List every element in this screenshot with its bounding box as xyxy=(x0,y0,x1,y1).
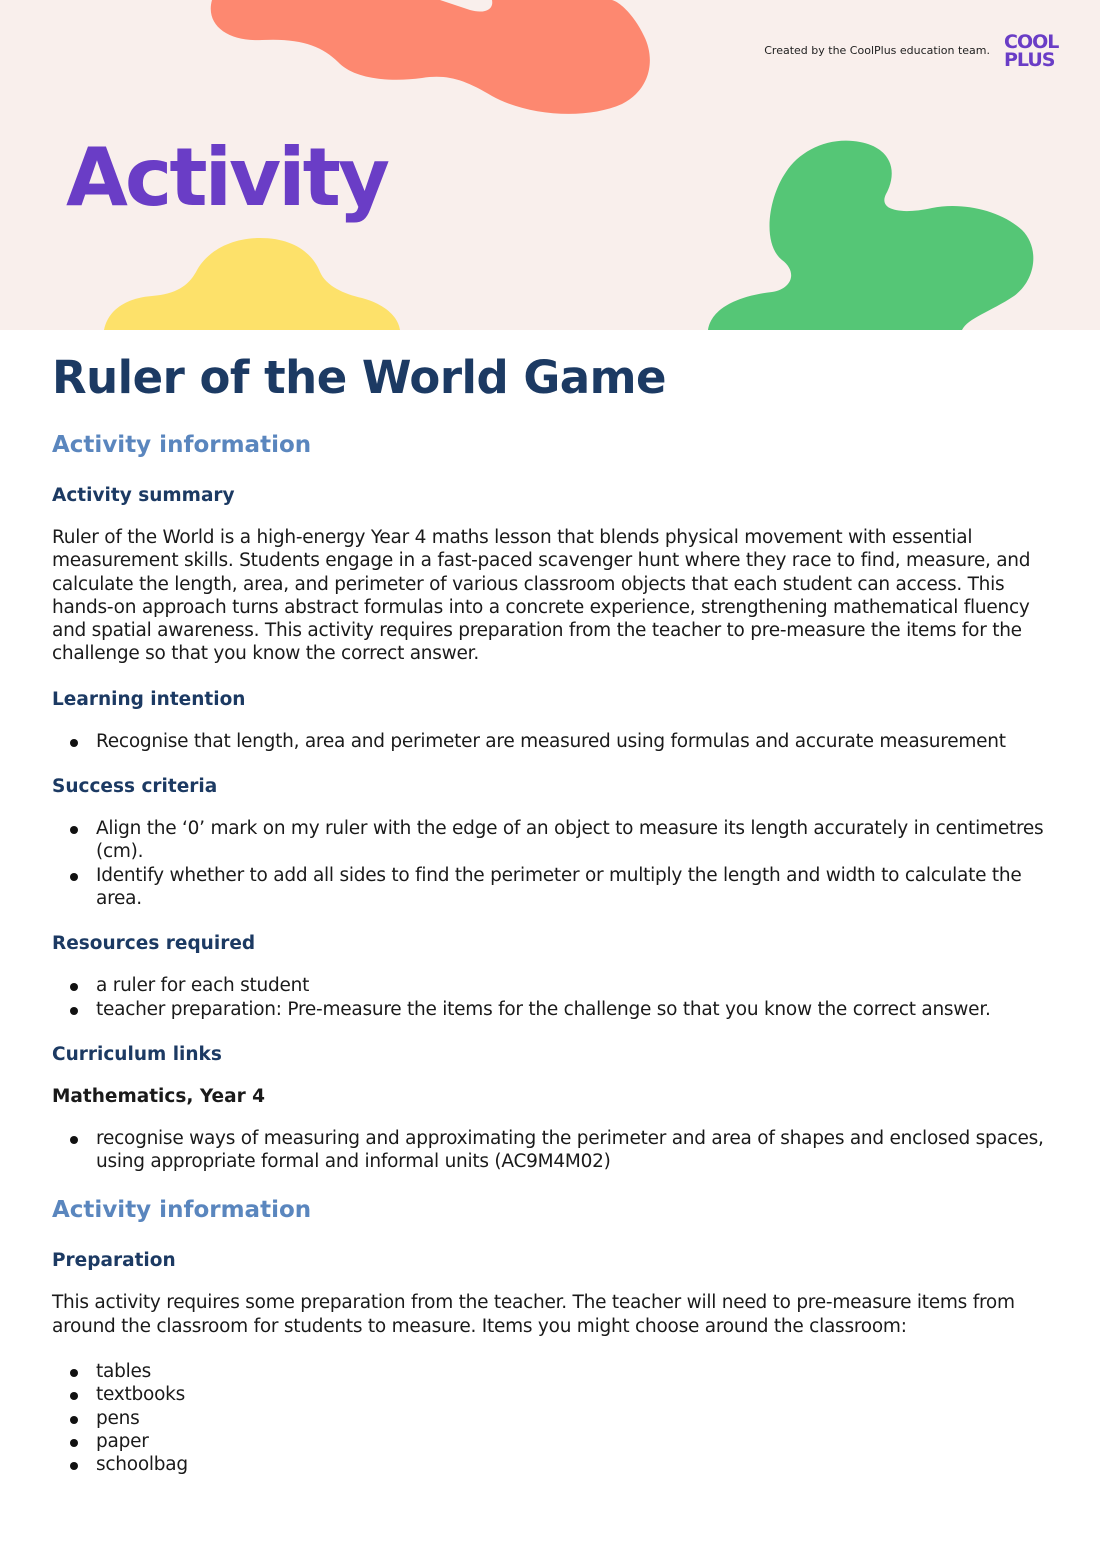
preparation-text: This activity requires some preparation from the teacher. The teacher will need to pre-measure items from around the classroom for students to measure. Items you might choose around the classroom: xyxy=(52,1292,1015,1337)
list-item: teacher preparation: Pre-measure the items for the challenge so that you know the correct answer. xyxy=(52,998,1052,1021)
subheading-learning-intention: Learning intention xyxy=(52,688,246,710)
list-item: tables xyxy=(52,1360,1052,1383)
curriculum-subject: Mathematics, Year 4 xyxy=(52,1085,266,1107)
credit-text: Created by the CoolPlus education team. xyxy=(764,44,990,57)
list-item: schoolbag xyxy=(52,1453,1052,1476)
logo-line-1: COOL xyxy=(1004,31,1059,53)
header-banner xyxy=(0,0,1100,330)
list-item: a ruler for each student xyxy=(52,974,1052,997)
curriculum-list xyxy=(52,1127,1052,1174)
list-item: Identify whether to add all sides to find the perimeter or multiply the length and width to calculate the area. xyxy=(52,864,1052,911)
list-item: textbooks xyxy=(52,1383,1052,1406)
subheading-success-criteria: Success criteria xyxy=(52,776,218,798)
list-item: paper xyxy=(52,1430,1052,1453)
learning-intention-list xyxy=(52,730,1052,753)
subheading-activity-summary: Activity summary xyxy=(52,485,235,506)
list-item: Align the ‘0’ mark on my ruler with the edge of an object to measure its length accurately in centimetres (cm). xyxy=(52,817,1052,864)
logo-line-2: PLUS xyxy=(1004,49,1055,71)
success-criteria-list xyxy=(52,817,1052,910)
yellow-blob xyxy=(104,238,400,330)
green-blob xyxy=(708,141,1033,330)
preparation-items-list xyxy=(52,1360,1052,1476)
resources-list xyxy=(52,974,1052,1021)
coral-blob xyxy=(211,0,650,114)
list-item: pens xyxy=(52,1407,1052,1430)
page-title: Ruler of the World Game xyxy=(52,351,667,404)
activity-summary-text: Ruler of the World is a high-energy Year 4 maths lesson that blends physical movement with essential measurement skills. Students engage in a fast-paced scavenger hunt where they race to find, measure, and calculate the length, area, and perimeter of various classroom objects that each student can access. This hands-on approach turns abstract formulas into a concrete experience, strengthening mathematical fluency and spatial awareness. This activity requires preparation from the teacher to pre-measure the items for the challenge so that you know the correct answer. xyxy=(52,527,1031,665)
section-heading-activity-information-2: Activity information xyxy=(52,1197,312,1224)
list-item: recognise ways of measuring and approximating the perimeter and area of shapes and enclosed spaces, using appropriate formal and informal units (AC9M4M02) xyxy=(52,1127,1052,1174)
subheading-curriculum-links: Curriculum links xyxy=(52,1043,222,1065)
section-heading-activity-information: Activity information xyxy=(52,432,312,458)
document-content xyxy=(52,348,1052,1499)
banner-title: Activity xyxy=(66,131,387,224)
subheading-preparation: Preparation xyxy=(52,1250,176,1272)
coolplus-logo xyxy=(1004,33,1068,69)
subheading-resources-required: Resources required xyxy=(52,933,256,955)
list-item: Recognise that length, area and perimeter are measured using formulas and accurate measurement xyxy=(52,730,1052,753)
